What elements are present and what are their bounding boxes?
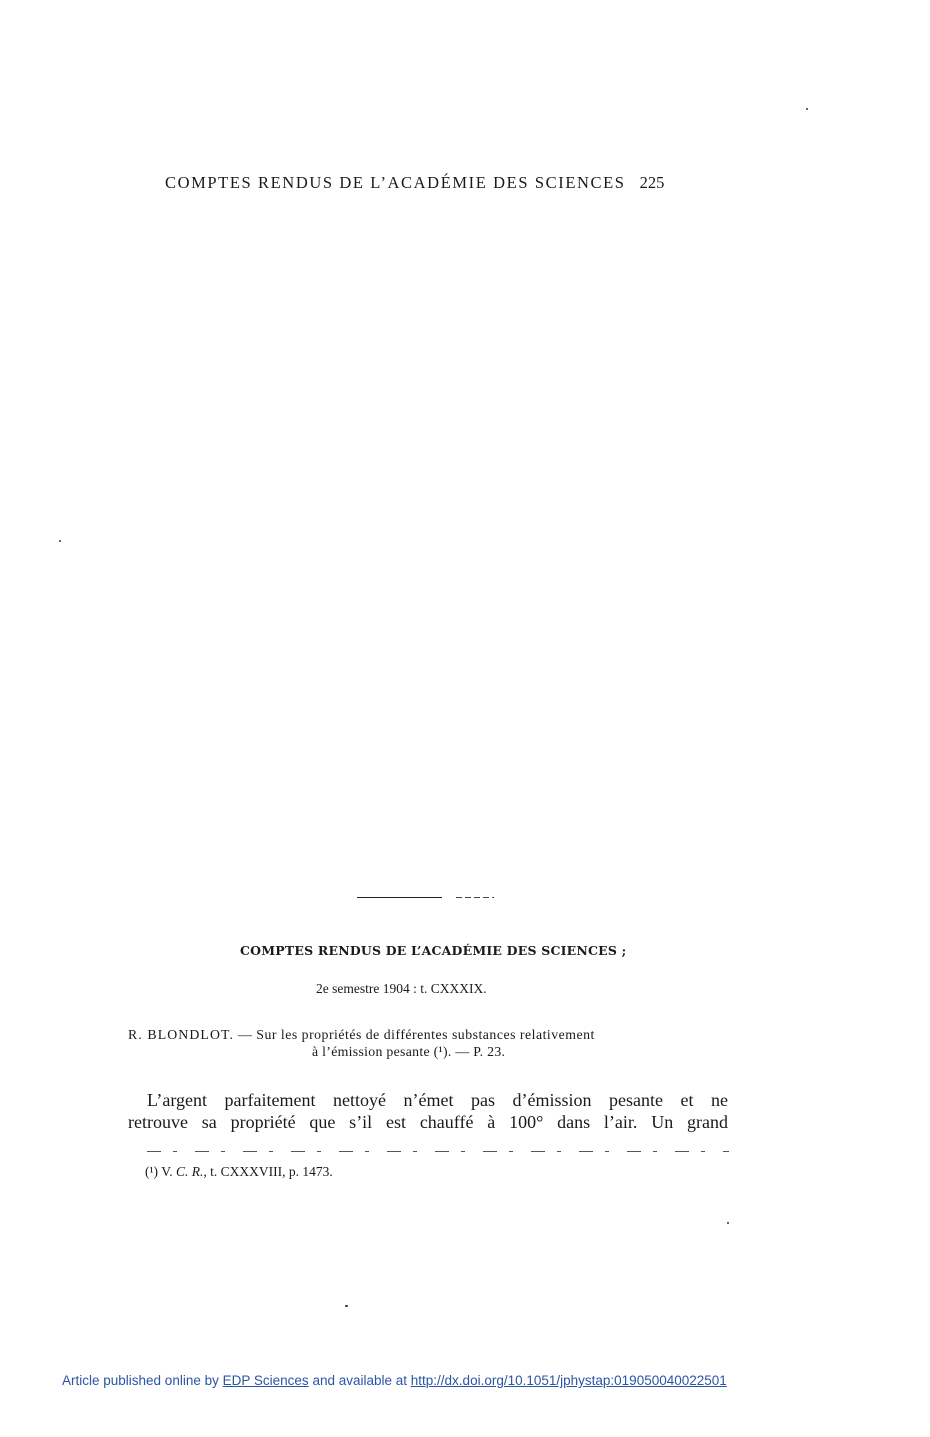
footnote-ref-prefix: V. bbox=[161, 1164, 173, 1179]
entry-title-line-2: à l’émission pesante (¹). — P. 23. bbox=[312, 1044, 506, 1059]
scan-speck bbox=[59, 540, 61, 542]
doi-link[interactable]: http://dx.doi.org/10.1051/jphystap:019050040022501 bbox=[410, 1373, 727, 1388]
footnote-journal: C. R. bbox=[175, 1164, 204, 1179]
footnote-marker: (¹) bbox=[145, 1164, 159, 1179]
running-header bbox=[165, 173, 725, 193]
entry-line-1 bbox=[128, 1026, 726, 1043]
separator-rule-dashed bbox=[456, 897, 494, 898]
publisher-link[interactable]: EDP Sciences bbox=[222, 1373, 309, 1388]
footnote bbox=[145, 1164, 333, 1180]
publication-middle: and available at bbox=[312, 1373, 408, 1388]
publication-notice bbox=[62, 1373, 727, 1388]
publication-prefix: Article published online by bbox=[62, 1373, 219, 1388]
page-number: 225 bbox=[639, 173, 665, 192]
scan-speck bbox=[727, 1222, 729, 1224]
running-title: COMPTES RENDUS DE L’ACADÉMIE DES SCIENCES bbox=[165, 173, 626, 192]
body-line-1: L’argent parfaitement nettoyé n’émet pas d’émission pesante et ne bbox=[147, 1090, 728, 1110]
entry-author: R. BLONDLOT. bbox=[128, 1027, 235, 1042]
separator-rule-long bbox=[357, 897, 442, 898]
semester-line: 2e semestre 1904 : t. CXXXIX. bbox=[316, 981, 487, 996]
body-paragraph bbox=[128, 1089, 728, 1133]
bibliography-entry bbox=[128, 1026, 726, 1060]
entry-title-line-1: — Sur les propriétés de différentes substances relativement bbox=[238, 1027, 595, 1042]
section-separator bbox=[357, 897, 494, 899]
scan-speck bbox=[806, 108, 808, 110]
scan-speck bbox=[345, 1305, 348, 1307]
section-title: COMPTES RENDUS DE L’ACADÉMIE DES SCIENCES ; bbox=[240, 943, 627, 958]
footnote-ref-rest: , t. CXXXVIII, p. 1473. bbox=[203, 1164, 333, 1179]
body-line-2: retrouve sa propriété que s’il est chauffé à 100° dans l’air. Un grand bbox=[128, 1112, 728, 1132]
footnote-rule bbox=[147, 1151, 729, 1152]
